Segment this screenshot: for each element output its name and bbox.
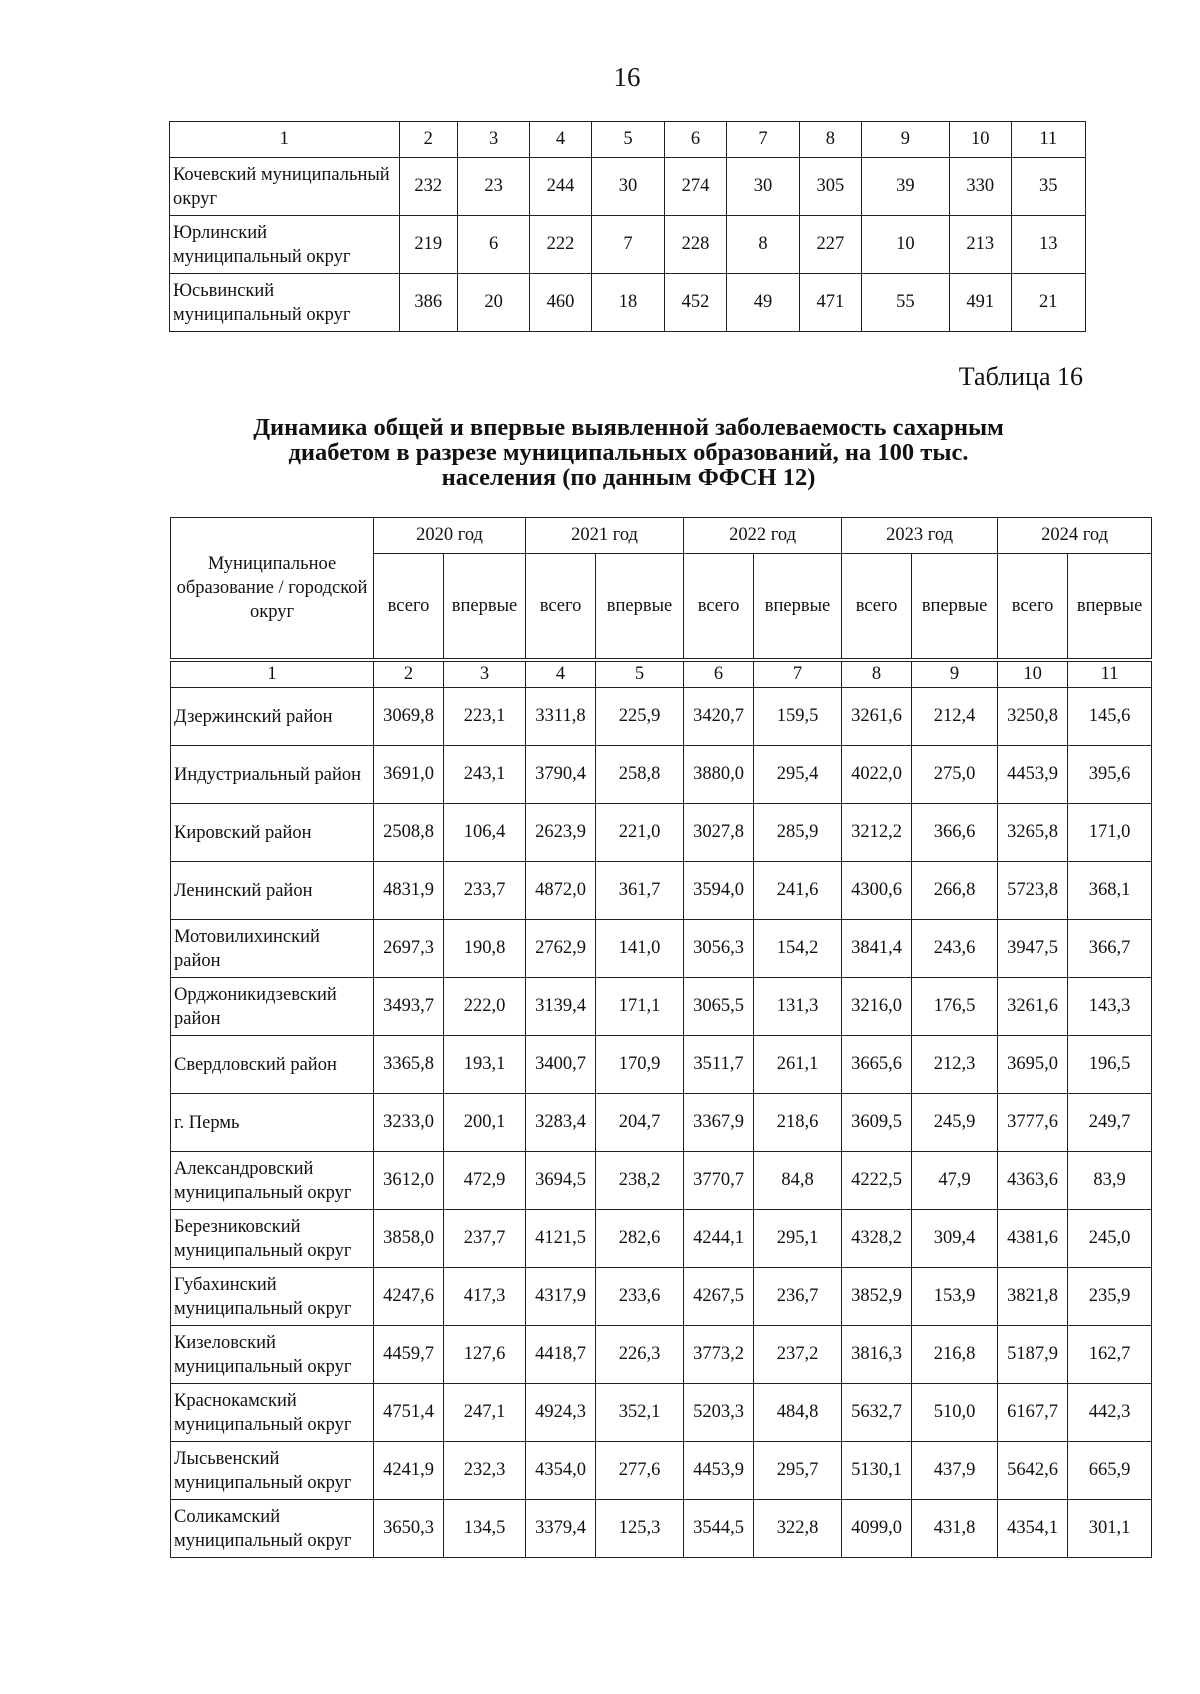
table-cell: 212,4 xyxy=(912,688,998,746)
year-header: 2021 год xyxy=(526,518,684,554)
column-number: 3 xyxy=(457,122,529,158)
table-cell: 237,2 xyxy=(754,1326,842,1384)
table-row xyxy=(171,978,1152,1036)
table-cell: 665,9 xyxy=(1068,1442,1152,1500)
table-cell: 3821,8 xyxy=(998,1268,1068,1326)
column-number: 7 xyxy=(754,660,842,688)
table-label: Таблица 16 xyxy=(958,362,1083,391)
table-cell: 235,9 xyxy=(1068,1268,1152,1326)
table-cell: 4328,2 xyxy=(842,1210,912,1268)
table-title-line: населения (по данным ФФСН 12) xyxy=(441,464,816,491)
municipality-name: г. Пермь xyxy=(171,1094,374,1152)
column-number: 5 xyxy=(591,122,664,158)
table-cell: 277,6 xyxy=(596,1442,684,1500)
table-cell: 228 xyxy=(665,216,727,274)
subheader-new: впервые xyxy=(912,554,998,661)
column-number: 5 xyxy=(596,660,684,688)
table-cell: 3594,0 xyxy=(684,862,754,920)
table-cell: 3773,2 xyxy=(684,1326,754,1384)
table-row xyxy=(170,216,1086,274)
table-cell: 134,5 xyxy=(444,1500,526,1558)
table-cell: 3511,7 xyxy=(684,1036,754,1094)
table-cell: 3650,3 xyxy=(374,1500,444,1558)
subheader-total: всего xyxy=(998,554,1068,661)
municipality-name: Соликамский муниципальный округ xyxy=(171,1500,374,1558)
table-cell: 10 xyxy=(861,216,949,274)
table-row xyxy=(171,1210,1152,1268)
table-cell: 106,4 xyxy=(444,804,526,862)
table-cell: 83,9 xyxy=(1068,1152,1152,1210)
table-cell: 218,6 xyxy=(754,1094,842,1152)
table-cell: 3816,3 xyxy=(842,1326,912,1384)
table-cell: 227 xyxy=(800,216,862,274)
table-cell: 141,0 xyxy=(596,920,684,978)
table-cell: 3609,5 xyxy=(842,1094,912,1152)
table-cell: 4267,5 xyxy=(684,1268,754,1326)
table-cell: 3544,5 xyxy=(684,1500,754,1558)
year-header: 2023 год xyxy=(842,518,998,554)
column-number: 1 xyxy=(170,122,400,158)
table-row xyxy=(171,804,1152,862)
table-cell: 4831,9 xyxy=(374,862,444,920)
table-cell: 3265,8 xyxy=(998,804,1068,862)
table-cell: 2697,3 xyxy=(374,920,444,978)
table-cell: 295,4 xyxy=(754,746,842,804)
table-row xyxy=(171,688,1152,746)
table-cell: 3770,7 xyxy=(684,1152,754,1210)
main-table xyxy=(170,517,1152,1558)
table-cell: 437,9 xyxy=(912,1442,998,1500)
subheader-total: всего xyxy=(684,554,754,661)
subheader-new: впервые xyxy=(1068,554,1152,661)
table-cell: 232,3 xyxy=(444,1442,526,1500)
table-cell: 171,1 xyxy=(596,978,684,1036)
table-cell: 219 xyxy=(399,216,457,274)
table-cell: 510,0 xyxy=(912,1384,998,1442)
table-cell: 247,1 xyxy=(444,1384,526,1442)
table-cell: 4241,9 xyxy=(374,1442,444,1500)
table-cell: 222 xyxy=(530,216,592,274)
table-cell: 4418,7 xyxy=(526,1326,596,1384)
page-number: 16 xyxy=(613,62,641,92)
table-cell: 3420,7 xyxy=(684,688,754,746)
table-row xyxy=(171,1036,1152,1094)
table-cell: 225,9 xyxy=(596,688,684,746)
column-number: 2 xyxy=(374,660,444,688)
table-cell: 233,7 xyxy=(444,862,526,920)
municipality-name: Юрлинский муниципальный округ xyxy=(170,216,400,274)
table-cell: 3665,6 xyxy=(842,1036,912,1094)
column-number: 4 xyxy=(530,122,592,158)
table-cell: 8 xyxy=(726,216,799,274)
table-cell: 491 xyxy=(949,274,1011,332)
table-cell: 4354,1 xyxy=(998,1500,1068,1558)
table-cell: 5130,1 xyxy=(842,1442,912,1500)
table-row xyxy=(171,746,1152,804)
column-number: 9 xyxy=(861,122,949,158)
table-row xyxy=(171,1442,1152,1500)
table-cell: 3777,6 xyxy=(998,1094,1068,1152)
table-cell: 237,7 xyxy=(444,1210,526,1268)
table-cell: 5723,8 xyxy=(998,862,1068,920)
table-row xyxy=(171,862,1152,920)
column-number: 6 xyxy=(665,122,727,158)
table-cell: 5642,6 xyxy=(998,1442,1068,1500)
table-cell: 154,2 xyxy=(754,920,842,978)
table-cell: 39 xyxy=(861,158,949,216)
table-cell: 244 xyxy=(530,158,592,216)
table-cell: 352,1 xyxy=(596,1384,684,1442)
table-cell: 170,9 xyxy=(596,1036,684,1094)
year-header: 2024 год xyxy=(998,518,1152,554)
table-cell: 236,7 xyxy=(754,1268,842,1326)
table-row xyxy=(170,158,1086,216)
table-cell: 3056,3 xyxy=(684,920,754,978)
municipality-name: Кировский район xyxy=(171,804,374,862)
table-cell: 241,6 xyxy=(754,862,842,920)
table-cell: 213 xyxy=(949,216,1011,274)
column-number: 8 xyxy=(800,122,862,158)
table-cell: 131,3 xyxy=(754,978,842,1036)
table-cell: 221,0 xyxy=(596,804,684,862)
table-cell: 3261,6 xyxy=(998,978,1068,1036)
subheader-total: всего xyxy=(526,554,596,661)
table-cell: 30 xyxy=(726,158,799,216)
table-cell: 452 xyxy=(665,274,727,332)
table-row xyxy=(171,1152,1152,1210)
table-row xyxy=(171,1268,1152,1326)
table-cell: 212,3 xyxy=(912,1036,998,1094)
table-cell: 49 xyxy=(726,274,799,332)
table-cell: 3612,0 xyxy=(374,1152,444,1210)
municipality-column-header: Муниципальное образование / городской округ xyxy=(171,518,374,661)
table-cell: 3880,0 xyxy=(684,746,754,804)
table-cell: 4924,3 xyxy=(526,1384,596,1442)
table-cell: 285,9 xyxy=(754,804,842,862)
table-row xyxy=(171,1384,1152,1442)
table-cell: 282,6 xyxy=(596,1210,684,1268)
table-cell: 395,6 xyxy=(1068,746,1152,804)
table-cell: 3695,0 xyxy=(998,1036,1068,1094)
table-cell: 3947,5 xyxy=(998,920,1068,978)
column-number: 4 xyxy=(526,660,596,688)
year-header: 2020 год xyxy=(374,518,526,554)
table-cell: 484,8 xyxy=(754,1384,842,1442)
table-cell: 7 xyxy=(591,216,664,274)
table-cell: 245,9 xyxy=(912,1094,998,1152)
table-cell: 249,7 xyxy=(1068,1094,1152,1152)
year-header: 2022 год xyxy=(684,518,842,554)
table-cell: 243,6 xyxy=(912,920,998,978)
table-cell: 3283,4 xyxy=(526,1094,596,1152)
table-cell: 6 xyxy=(457,216,529,274)
table-cell: 471 xyxy=(800,274,862,332)
table-cell: 258,8 xyxy=(596,746,684,804)
table-row xyxy=(171,1094,1152,1152)
column-number: 10 xyxy=(949,122,1011,158)
table-cell: 4317,9 xyxy=(526,1268,596,1326)
column-number: 1 xyxy=(171,660,374,688)
table-cell: 3400,7 xyxy=(526,1036,596,1094)
subheader-new: впервые xyxy=(754,554,842,661)
table-cell: 4354,0 xyxy=(526,1442,596,1500)
table-cell: 20 xyxy=(457,274,529,332)
table-cell: 2623,9 xyxy=(526,804,596,862)
table-cell: 309,4 xyxy=(912,1210,998,1268)
table-cell: 125,3 xyxy=(596,1500,684,1558)
table-cell: 3691,0 xyxy=(374,746,444,804)
table-cell: 3212,2 xyxy=(842,804,912,862)
municipality-name: Ленинский район xyxy=(171,862,374,920)
table-cell: 4247,6 xyxy=(374,1268,444,1326)
table-header-row xyxy=(170,122,1086,158)
municipality-name: Мотовилихинский район xyxy=(171,920,374,978)
subheader-total: всего xyxy=(842,554,912,661)
table-row xyxy=(171,1326,1152,1384)
table-cell: 18 xyxy=(591,274,664,332)
table-cell: 301,1 xyxy=(1068,1500,1152,1558)
table-cell: 361,7 xyxy=(596,862,684,920)
table-cell: 4222,5 xyxy=(842,1152,912,1210)
column-number: 11 xyxy=(1068,660,1152,688)
table-title-line: диабетом в разрезе муниципальных образований, на 100 тыс. xyxy=(288,439,969,466)
table-cell: 3790,4 xyxy=(526,746,596,804)
column-number: 7 xyxy=(726,122,799,158)
municipality-name: Губахинский муниципальный округ xyxy=(171,1268,374,1326)
table-cell: 171,0 xyxy=(1068,804,1152,862)
table-cell: 3311,8 xyxy=(526,688,596,746)
table-cell: 4872,0 xyxy=(526,862,596,920)
table-cell: 176,5 xyxy=(912,978,998,1036)
table-cell: 295,1 xyxy=(754,1210,842,1268)
municipality-name: Свердловский район xyxy=(171,1036,374,1094)
municipality-name: Березниковский муниципальный округ xyxy=(171,1210,374,1268)
table-cell: 305 xyxy=(800,158,862,216)
table-cell: 330 xyxy=(949,158,1011,216)
subheader-total: всего xyxy=(374,554,444,661)
table-cell: 3216,0 xyxy=(842,978,912,1036)
table-cell: 4300,6 xyxy=(842,862,912,920)
column-number: 3 xyxy=(444,660,526,688)
table-cell: 216,8 xyxy=(912,1326,998,1384)
table-cell: 472,9 xyxy=(444,1152,526,1210)
municipality-name: Дзержинский район xyxy=(171,688,374,746)
table-cell: 200,1 xyxy=(444,1094,526,1152)
column-numbers-row xyxy=(171,660,1152,688)
table-cell: 266,8 xyxy=(912,862,998,920)
table-cell: 3858,0 xyxy=(374,1210,444,1268)
table-cell: 127,6 xyxy=(444,1326,526,1384)
table-cell: 143,3 xyxy=(1068,978,1152,1036)
table-cell: 3250,8 xyxy=(998,688,1068,746)
table-cell: 162,7 xyxy=(1068,1326,1152,1384)
table-cell: 386 xyxy=(399,274,457,332)
table-cell: 3694,5 xyxy=(526,1152,596,1210)
table-cell: 84,8 xyxy=(754,1152,842,1210)
table-cell: 238,2 xyxy=(596,1152,684,1210)
table-cell: 3261,6 xyxy=(842,688,912,746)
table-cell: 233,6 xyxy=(596,1268,684,1326)
municipality-name: Краснокамский муниципальный округ xyxy=(171,1384,374,1442)
table-cell: 2762,9 xyxy=(526,920,596,978)
table-cell: 3027,8 xyxy=(684,804,754,862)
table-cell: 3852,9 xyxy=(842,1268,912,1326)
column-number: 9 xyxy=(912,660,998,688)
municipality-name: Кочевский муниципальный округ xyxy=(170,158,400,216)
table-cell: 460 xyxy=(530,274,592,332)
table-row xyxy=(170,274,1086,332)
table-cell: 3139,4 xyxy=(526,978,596,1036)
column-number: 6 xyxy=(684,660,754,688)
municipality-name: Александровский муниципальный округ xyxy=(171,1152,374,1210)
table-cell: 3065,5 xyxy=(684,978,754,1036)
table-cell: 223,1 xyxy=(444,688,526,746)
municipality-name: Индустриальный район xyxy=(171,746,374,804)
table-cell: 417,3 xyxy=(444,1268,526,1326)
table-cell: 4022,0 xyxy=(842,746,912,804)
column-number: 10 xyxy=(998,660,1068,688)
table-cell: 243,1 xyxy=(444,746,526,804)
municipality-name: Лысьвенский муниципальный округ xyxy=(171,1442,374,1500)
table-cell: 226,3 xyxy=(596,1326,684,1384)
table-cell: 4453,9 xyxy=(684,1442,754,1500)
table-cell: 13 xyxy=(1011,216,1085,274)
year-header-row xyxy=(171,518,1152,554)
table-cell: 274 xyxy=(665,158,727,216)
table-cell: 275,0 xyxy=(912,746,998,804)
table-cell: 366,7 xyxy=(1068,920,1152,978)
table-cell: 366,6 xyxy=(912,804,998,862)
table-cell: 4459,7 xyxy=(374,1326,444,1384)
table-cell: 431,8 xyxy=(912,1500,998,1558)
table-cell: 4751,4 xyxy=(374,1384,444,1442)
column-number: 11 xyxy=(1011,122,1085,158)
table-cell: 245,0 xyxy=(1068,1210,1152,1268)
table-cell: 153,9 xyxy=(912,1268,998,1326)
table-cell: 21 xyxy=(1011,274,1085,332)
table-cell: 5187,9 xyxy=(998,1326,1068,1384)
table-cell: 23 xyxy=(457,158,529,216)
table-cell: 3493,7 xyxy=(374,978,444,1036)
table-cell: 3367,9 xyxy=(684,1094,754,1152)
table-cell: 145,6 xyxy=(1068,688,1152,746)
table-cell: 3379,4 xyxy=(526,1500,596,1558)
table-title xyxy=(170,415,1087,490)
table-cell: 3365,8 xyxy=(374,1036,444,1094)
table-cell: 5203,3 xyxy=(684,1384,754,1442)
table-cell: 3841,4 xyxy=(842,920,912,978)
table-cell: 4453,9 xyxy=(998,746,1068,804)
table-cell: 3233,0 xyxy=(374,1094,444,1152)
table-cell: 4244,1 xyxy=(684,1210,754,1268)
table-cell: 261,1 xyxy=(754,1036,842,1094)
table-title-line: Динамика общей и впервые выявленной заболеваемость сахарным xyxy=(253,414,1004,441)
subheader-new: впервые xyxy=(444,554,526,661)
table-row xyxy=(171,920,1152,978)
table-cell: 2508,8 xyxy=(374,804,444,862)
column-number: 8 xyxy=(842,660,912,688)
top-table xyxy=(169,121,1086,332)
table-cell: 295,7 xyxy=(754,1442,842,1500)
table-row xyxy=(171,1500,1152,1558)
table-cell: 190,8 xyxy=(444,920,526,978)
table-cell: 442,3 xyxy=(1068,1384,1152,1442)
column-number: 2 xyxy=(399,122,457,158)
table-cell: 47,9 xyxy=(912,1152,998,1210)
table-cell: 6167,7 xyxy=(998,1384,1068,1442)
municipality-name: Кизеловский муниципальный округ xyxy=(171,1326,374,1384)
table-cell: 193,1 xyxy=(444,1036,526,1094)
municipality-name: Юсьвинский муниципальный округ xyxy=(170,274,400,332)
table-cell: 368,1 xyxy=(1068,862,1152,920)
table-cell: 222,0 xyxy=(444,978,526,1036)
table-cell: 5632,7 xyxy=(842,1384,912,1442)
table-cell: 196,5 xyxy=(1068,1036,1152,1094)
municipality-name: Орджоникидзевский район xyxy=(171,978,374,1036)
subheader-new: впервые xyxy=(596,554,684,661)
table-cell: 4121,5 xyxy=(526,1210,596,1268)
table-cell: 35 xyxy=(1011,158,1085,216)
table-cell: 4381,6 xyxy=(998,1210,1068,1268)
table-cell: 232 xyxy=(399,158,457,216)
table-cell: 322,8 xyxy=(754,1500,842,1558)
table-cell: 4099,0 xyxy=(842,1500,912,1558)
table-cell: 159,5 xyxy=(754,688,842,746)
table-cell: 3069,8 xyxy=(374,688,444,746)
table-cell: 30 xyxy=(591,158,664,216)
table-cell: 204,7 xyxy=(596,1094,684,1152)
table-cell: 55 xyxy=(861,274,949,332)
table-cell: 4363,6 xyxy=(998,1152,1068,1210)
